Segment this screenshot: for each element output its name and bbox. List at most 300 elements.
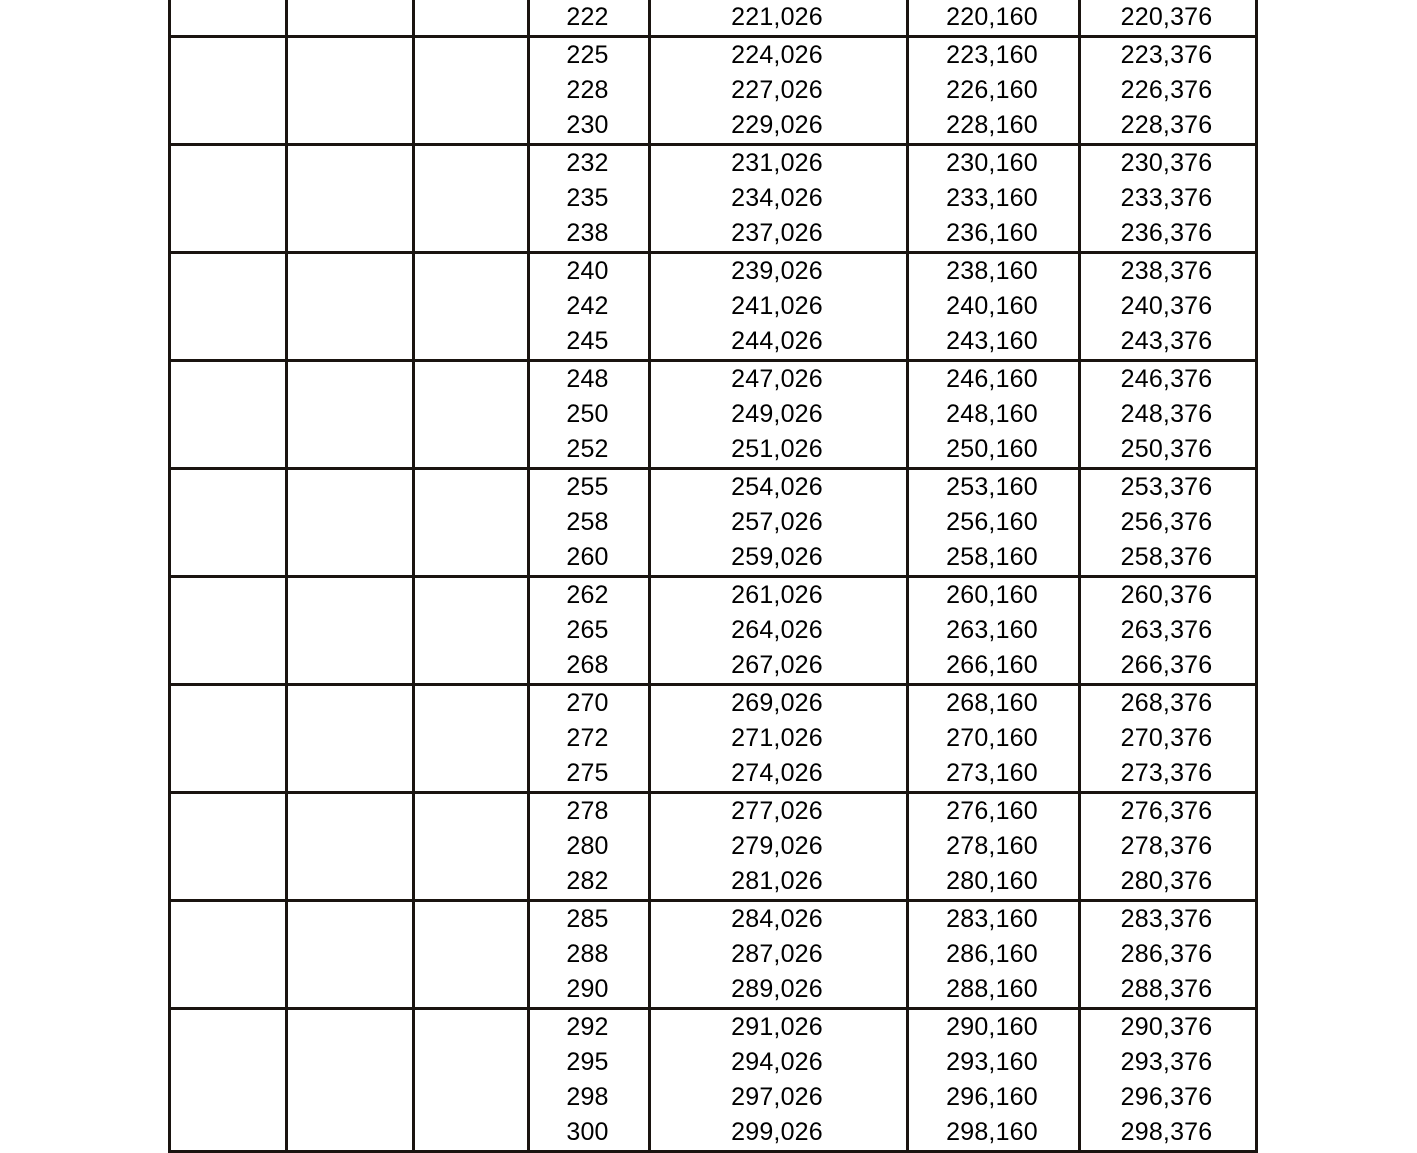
table-row (171, 362, 1255, 397)
column-rule-4 (648, 470, 651, 575)
cell-value-b: 264,026 (731, 616, 823, 644)
column-rule-3 (527, 794, 530, 899)
cell-blank-3 (412, 181, 527, 216)
cell-value-a: 228 (566, 76, 609, 104)
column-rule-1 (285, 1010, 288, 1150)
column-rule-5 (906, 38, 909, 143)
table-row (171, 432, 1255, 467)
column-rule-6 (1078, 0, 1081, 35)
column-rule-5 (906, 146, 909, 251)
column-rule-2 (412, 1010, 415, 1150)
cell-blank-1 (171, 578, 285, 613)
column-rule-6 (1078, 254, 1081, 359)
column-rule-6 (1078, 470, 1081, 575)
cell-blank-2 (285, 721, 412, 756)
cell-blank-3 (412, 613, 527, 648)
cell-value-b: 259,026 (731, 543, 823, 571)
table-row (171, 972, 1255, 1007)
cell-blank-2 (285, 0, 412, 35)
cell-value-d: 223,376 (1120, 41, 1213, 69)
cell-value-c: 268,160 (946, 689, 1038, 717)
cell-value-a: 282 (566, 867, 609, 895)
cell-value-d: 240,376 (1120, 292, 1213, 320)
cell-value-a: 230 (566, 111, 609, 139)
cell-value-b: 274,026 (731, 759, 823, 787)
cell-blank-3 (412, 1080, 527, 1115)
column-rule-3 (527, 578, 530, 683)
table-row (171, 540, 1255, 575)
cell-value-a: 265 (566, 616, 609, 644)
column-rule-5 (906, 470, 909, 575)
table-row (171, 578, 1255, 613)
cell-blank-3 (412, 578, 527, 613)
cell-value-b: 271,026 (731, 724, 823, 752)
column-rule-5 (906, 362, 909, 467)
table-row (171, 505, 1255, 540)
column-rule-4 (648, 146, 651, 251)
table-row (171, 254, 1255, 289)
table-row (171, 289, 1255, 324)
cell-blank-3 (412, 686, 527, 721)
cell-value-d: 266,376 (1120, 651, 1213, 679)
column-rule-6 (1078, 146, 1081, 251)
cell-value-d: 276,376 (1120, 797, 1213, 825)
cell-blank-1 (171, 864, 285, 899)
cell-blank-3 (412, 108, 527, 143)
cell-value-a: 295 (566, 1048, 609, 1076)
cell-blank-3 (412, 38, 527, 73)
cell-blank-3 (412, 505, 527, 540)
cell-value-a: 250 (566, 400, 609, 428)
cell-blank-3 (412, 146, 527, 181)
cell-blank-3 (412, 0, 527, 35)
column-rule-3 (527, 1010, 530, 1150)
column-rule-4 (648, 1010, 651, 1150)
cell-blank-1 (171, 108, 285, 143)
cell-blank-1 (171, 721, 285, 756)
cell-value-d: 226,376 (1120, 76, 1213, 104)
cell-value-d: 230,376 (1120, 149, 1213, 177)
column-rule-3 (527, 254, 530, 359)
cell-blank-2 (285, 829, 412, 864)
cell-blank-2 (285, 937, 412, 972)
cell-blank-1 (171, 397, 285, 432)
cell-blank-3 (412, 756, 527, 791)
column-rule-6 (1078, 38, 1081, 143)
cell-blank-1 (171, 505, 285, 540)
cell-value-a: 232 (566, 149, 609, 177)
cell-blank-2 (285, 254, 412, 289)
cell-value-b: 257,026 (731, 508, 823, 536)
cell-blank-3 (412, 829, 527, 864)
cell-blank-1 (171, 972, 285, 1007)
column-rule-4 (648, 0, 651, 35)
cell-value-a: 242 (566, 292, 609, 320)
cell-blank-2 (285, 794, 412, 829)
cell-blank-2 (285, 397, 412, 432)
column-rule-5 (906, 1010, 909, 1150)
cell-value-b: 291,026 (731, 1013, 823, 1041)
cell-value-b: 279,026 (731, 832, 823, 860)
cell-value-c: 263,160 (946, 616, 1038, 644)
table-row (171, 829, 1255, 864)
cell-blank-3 (412, 73, 527, 108)
cell-value-d: 243,376 (1120, 327, 1213, 355)
cell-value-a: 248 (566, 365, 609, 393)
cell-value-c: 266,160 (946, 651, 1038, 679)
cell-blank-3 (412, 397, 527, 432)
cell-value-c: 278,160 (946, 832, 1038, 860)
cell-blank-2 (285, 38, 412, 73)
column-rule-2 (412, 146, 415, 251)
cell-blank-3 (412, 1045, 527, 1080)
cell-value-a: 292 (566, 1013, 609, 1041)
cell-blank-2 (285, 289, 412, 324)
table-row (171, 181, 1255, 216)
table-row-group (168, 38, 1258, 146)
cell-value-a: 288 (566, 940, 609, 968)
cell-blank-1 (171, 254, 285, 289)
cell-value-a: 300 (566, 1118, 609, 1146)
cell-blank-1 (171, 937, 285, 972)
table-row (171, 686, 1255, 721)
column-rule-5 (906, 794, 909, 899)
column-rule-2 (412, 470, 415, 575)
cell-value-b: 247,026 (731, 365, 823, 393)
column-rule-2 (412, 38, 415, 143)
column-rule-2 (412, 0, 415, 35)
cell-value-d: 263,376 (1120, 616, 1213, 644)
cell-blank-2 (285, 181, 412, 216)
table-row-group (168, 686, 1258, 794)
cell-value-b: 284,026 (731, 905, 823, 933)
cell-value-d: 220,376 (1120, 3, 1213, 31)
table-row-group (168, 362, 1258, 470)
column-rule-2 (412, 362, 415, 467)
column-rule-1 (285, 146, 288, 251)
cell-blank-3 (412, 432, 527, 467)
cell-blank-1 (171, 648, 285, 683)
cell-value-c: 240,160 (946, 292, 1038, 320)
cell-value-d: 228,376 (1120, 111, 1213, 139)
cell-value-a: 222 (566, 3, 609, 31)
cell-blank-2 (285, 540, 412, 575)
column-rule-1 (285, 794, 288, 899)
column-rule-3 (527, 902, 530, 1007)
table-row-group (168, 1010, 1258, 1153)
cell-value-d: 290,376 (1120, 1013, 1213, 1041)
cell-blank-2 (285, 324, 412, 359)
cell-blank-1 (171, 216, 285, 251)
column-rule-6 (1078, 794, 1081, 899)
column-rule-3 (527, 38, 530, 143)
cell-blank-1 (171, 686, 285, 721)
table-row (171, 756, 1255, 791)
cell-blank-3 (412, 1010, 527, 1045)
cell-blank-1 (171, 289, 285, 324)
cell-blank-1 (171, 432, 285, 467)
cell-value-a: 285 (566, 905, 609, 933)
cell-blank-2 (285, 108, 412, 143)
cell-blank-2 (285, 864, 412, 899)
cell-blank-3 (412, 324, 527, 359)
column-rule-1 (285, 686, 288, 791)
cell-value-d: 236,376 (1120, 219, 1213, 247)
cell-value-b: 297,026 (731, 1083, 823, 1111)
column-rule-5 (906, 0, 909, 35)
cell-value-b: 267,026 (731, 651, 823, 679)
cell-value-c: 256,160 (946, 508, 1038, 536)
cell-value-d: 250,376 (1120, 435, 1213, 463)
cell-value-d: 268,376 (1120, 689, 1213, 717)
table-row (171, 38, 1255, 73)
column-rule-6 (1078, 1010, 1081, 1150)
column-rule-1 (285, 578, 288, 683)
cell-blank-2 (285, 1010, 412, 1045)
cell-blank-3 (412, 254, 527, 289)
cell-value-c: 236,160 (946, 219, 1038, 247)
cell-value-a: 290 (566, 975, 609, 1003)
cell-blank-2 (285, 756, 412, 791)
table-row (171, 470, 1255, 505)
column-rule-6 (1078, 578, 1081, 683)
table-row (171, 1045, 1255, 1080)
table-row-group (168, 578, 1258, 686)
cell-blank-3 (412, 937, 527, 972)
cell-value-b: 237,026 (731, 219, 823, 247)
cell-value-d: 270,376 (1120, 724, 1213, 752)
cell-value-b: 239,026 (731, 257, 823, 285)
cell-value-a: 262 (566, 581, 609, 609)
column-rule-6 (1078, 902, 1081, 1007)
cell-value-d: 273,376 (1120, 759, 1213, 787)
cell-value-d: 296,376 (1120, 1083, 1213, 1111)
cell-value-d: 298,376 (1120, 1118, 1213, 1146)
column-rule-1 (285, 0, 288, 35)
cell-blank-3 (412, 470, 527, 505)
cell-value-c: 243,160 (946, 327, 1038, 355)
cell-value-b: 251,026 (731, 435, 823, 463)
cell-blank-1 (171, 613, 285, 648)
column-rule-2 (412, 902, 415, 1007)
cell-blank-1 (171, 829, 285, 864)
cell-blank-1 (171, 38, 285, 73)
cell-value-c: 260,160 (946, 581, 1038, 609)
column-rule-5 (906, 686, 909, 791)
cell-blank-2 (285, 470, 412, 505)
cell-value-b: 261,026 (731, 581, 823, 609)
cell-blank-3 (412, 362, 527, 397)
cell-value-d: 248,376 (1120, 400, 1213, 428)
cell-value-b: 254,026 (731, 473, 823, 501)
column-rule-1 (285, 470, 288, 575)
cell-value-d: 238,376 (1120, 257, 1213, 285)
table-row (171, 324, 1255, 359)
cell-blank-1 (171, 324, 285, 359)
cell-value-c: 288,160 (946, 975, 1038, 1003)
table-row (171, 902, 1255, 937)
cell-value-a: 235 (566, 184, 609, 212)
cell-value-d: 256,376 (1120, 508, 1213, 536)
table-row-group (168, 0, 1258, 38)
column-rule-4 (648, 794, 651, 899)
cell-value-c: 228,160 (946, 111, 1038, 139)
cell-value-a: 225 (566, 41, 609, 69)
cell-value-c: 280,160 (946, 867, 1038, 895)
cell-blank-1 (171, 1080, 285, 1115)
cell-value-b: 249,026 (731, 400, 823, 428)
cell-value-a: 280 (566, 832, 609, 860)
table-row (171, 1010, 1255, 1045)
cell-blank-1 (171, 73, 285, 108)
cell-value-b: 287,026 (731, 940, 823, 968)
cell-value-a: 252 (566, 435, 609, 463)
table-row (171, 613, 1255, 648)
column-rule-4 (648, 578, 651, 683)
cell-blank-1 (171, 362, 285, 397)
cell-blank-2 (285, 1080, 412, 1115)
cell-value-b: 277,026 (731, 797, 823, 825)
cell-value-a: 278 (566, 797, 609, 825)
cell-blank-3 (412, 864, 527, 899)
cell-blank-1 (171, 756, 285, 791)
cell-blank-3 (412, 972, 527, 1007)
cell-value-c: 223,160 (946, 41, 1038, 69)
cell-blank-2 (285, 362, 412, 397)
column-rule-4 (648, 254, 651, 359)
column-rule-4 (648, 38, 651, 143)
cell-value-c: 258,160 (946, 543, 1038, 571)
cell-blank-1 (171, 181, 285, 216)
cell-blank-1 (171, 540, 285, 575)
column-rule-5 (906, 902, 909, 1007)
cell-value-a: 268 (566, 651, 609, 679)
cell-value-b: 229,026 (731, 111, 823, 139)
cell-blank-1 (171, 470, 285, 505)
cell-blank-3 (412, 794, 527, 829)
table-row (171, 648, 1255, 683)
cell-value-b: 244,026 (731, 327, 823, 355)
cell-blank-2 (285, 648, 412, 683)
cell-blank-2 (285, 432, 412, 467)
column-rule-2 (412, 686, 415, 791)
cell-value-a: 298 (566, 1083, 609, 1111)
cell-value-c: 290,160 (946, 1013, 1038, 1041)
column-rule-2 (412, 254, 415, 359)
cell-value-d: 283,376 (1120, 905, 1213, 933)
cell-value-d: 258,376 (1120, 543, 1213, 571)
cell-blank-1 (171, 0, 285, 35)
cell-value-b: 294,026 (731, 1048, 823, 1076)
table-row-group (168, 254, 1258, 362)
column-rule-3 (527, 146, 530, 251)
cell-value-a: 258 (566, 508, 609, 536)
column-rule-3 (527, 0, 530, 35)
cell-value-d: 278,376 (1120, 832, 1213, 860)
cell-value-d: 253,376 (1120, 473, 1213, 501)
cell-value-b: 241,026 (731, 292, 823, 320)
table-row (171, 0, 1255, 35)
table-row (171, 108, 1255, 143)
column-rule-1 (285, 254, 288, 359)
cell-value-c: 220,160 (946, 3, 1038, 31)
table-row-group (168, 902, 1258, 1010)
column-rule-2 (412, 578, 415, 683)
table-row (171, 146, 1255, 181)
cell-value-a: 238 (566, 219, 609, 247)
cell-value-c: 293,160 (946, 1048, 1038, 1076)
cell-value-b: 227,026 (731, 76, 823, 104)
table-row (171, 937, 1255, 972)
cell-value-c: 233,160 (946, 184, 1038, 212)
cell-blank-2 (285, 216, 412, 251)
cell-value-b: 299,026 (731, 1118, 823, 1146)
column-rule-1 (285, 902, 288, 1007)
cell-value-d: 260,376 (1120, 581, 1213, 609)
table-row (171, 1080, 1255, 1115)
cell-blank-2 (285, 505, 412, 540)
table-row (171, 73, 1255, 108)
cell-blank-1 (171, 1010, 285, 1045)
cell-value-c: 230,160 (946, 149, 1038, 177)
column-rule-4 (648, 902, 651, 1007)
rate-table (168, 0, 1258, 1146)
cell-value-a: 255 (566, 473, 609, 501)
cell-value-a: 240 (566, 257, 609, 285)
cell-value-a: 272 (566, 724, 609, 752)
cell-blank-2 (285, 613, 412, 648)
cell-blank-3 (412, 648, 527, 683)
table-row (171, 794, 1255, 829)
table-row-group (168, 146, 1258, 254)
cell-value-b: 221,026 (731, 3, 823, 31)
column-rule-4 (648, 686, 651, 791)
cell-value-c: 276,160 (946, 797, 1038, 825)
cell-blank-2 (285, 578, 412, 613)
cell-value-c: 226,160 (946, 76, 1038, 104)
column-rule-2 (412, 794, 415, 899)
cell-value-d: 293,376 (1120, 1048, 1213, 1076)
cell-value-b: 281,026 (731, 867, 823, 895)
cell-value-c: 270,160 (946, 724, 1038, 752)
cell-value-b: 231,026 (731, 149, 823, 177)
cell-blank-2 (285, 1045, 412, 1080)
column-rule-6 (1078, 686, 1081, 791)
cell-blank-2 (285, 73, 412, 108)
cell-value-a: 270 (566, 689, 609, 717)
cell-value-a: 260 (566, 543, 609, 571)
cell-value-c: 248,160 (946, 400, 1038, 428)
column-rule-1 (285, 38, 288, 143)
cell-value-c: 238,160 (946, 257, 1038, 285)
table-row-group (168, 794, 1258, 902)
cell-value-b: 234,026 (731, 184, 823, 212)
cell-value-d: 286,376 (1120, 940, 1213, 968)
table-row-group (168, 470, 1258, 578)
cell-value-d: 288,376 (1120, 975, 1213, 1003)
cell-value-a: 245 (566, 327, 609, 355)
cell-value-b: 289,026 (731, 975, 823, 1003)
cell-value-c: 273,160 (946, 759, 1038, 787)
cell-blank-2 (285, 146, 412, 181)
cell-blank-3 (412, 721, 527, 756)
cell-value-d: 233,376 (1120, 184, 1213, 212)
cell-blank-1 (171, 794, 285, 829)
cell-value-c: 298,160 (946, 1118, 1038, 1146)
cell-value-a: 275 (566, 759, 609, 787)
cell-value-c: 283,160 (946, 905, 1038, 933)
cell-blank-1 (171, 1045, 285, 1080)
